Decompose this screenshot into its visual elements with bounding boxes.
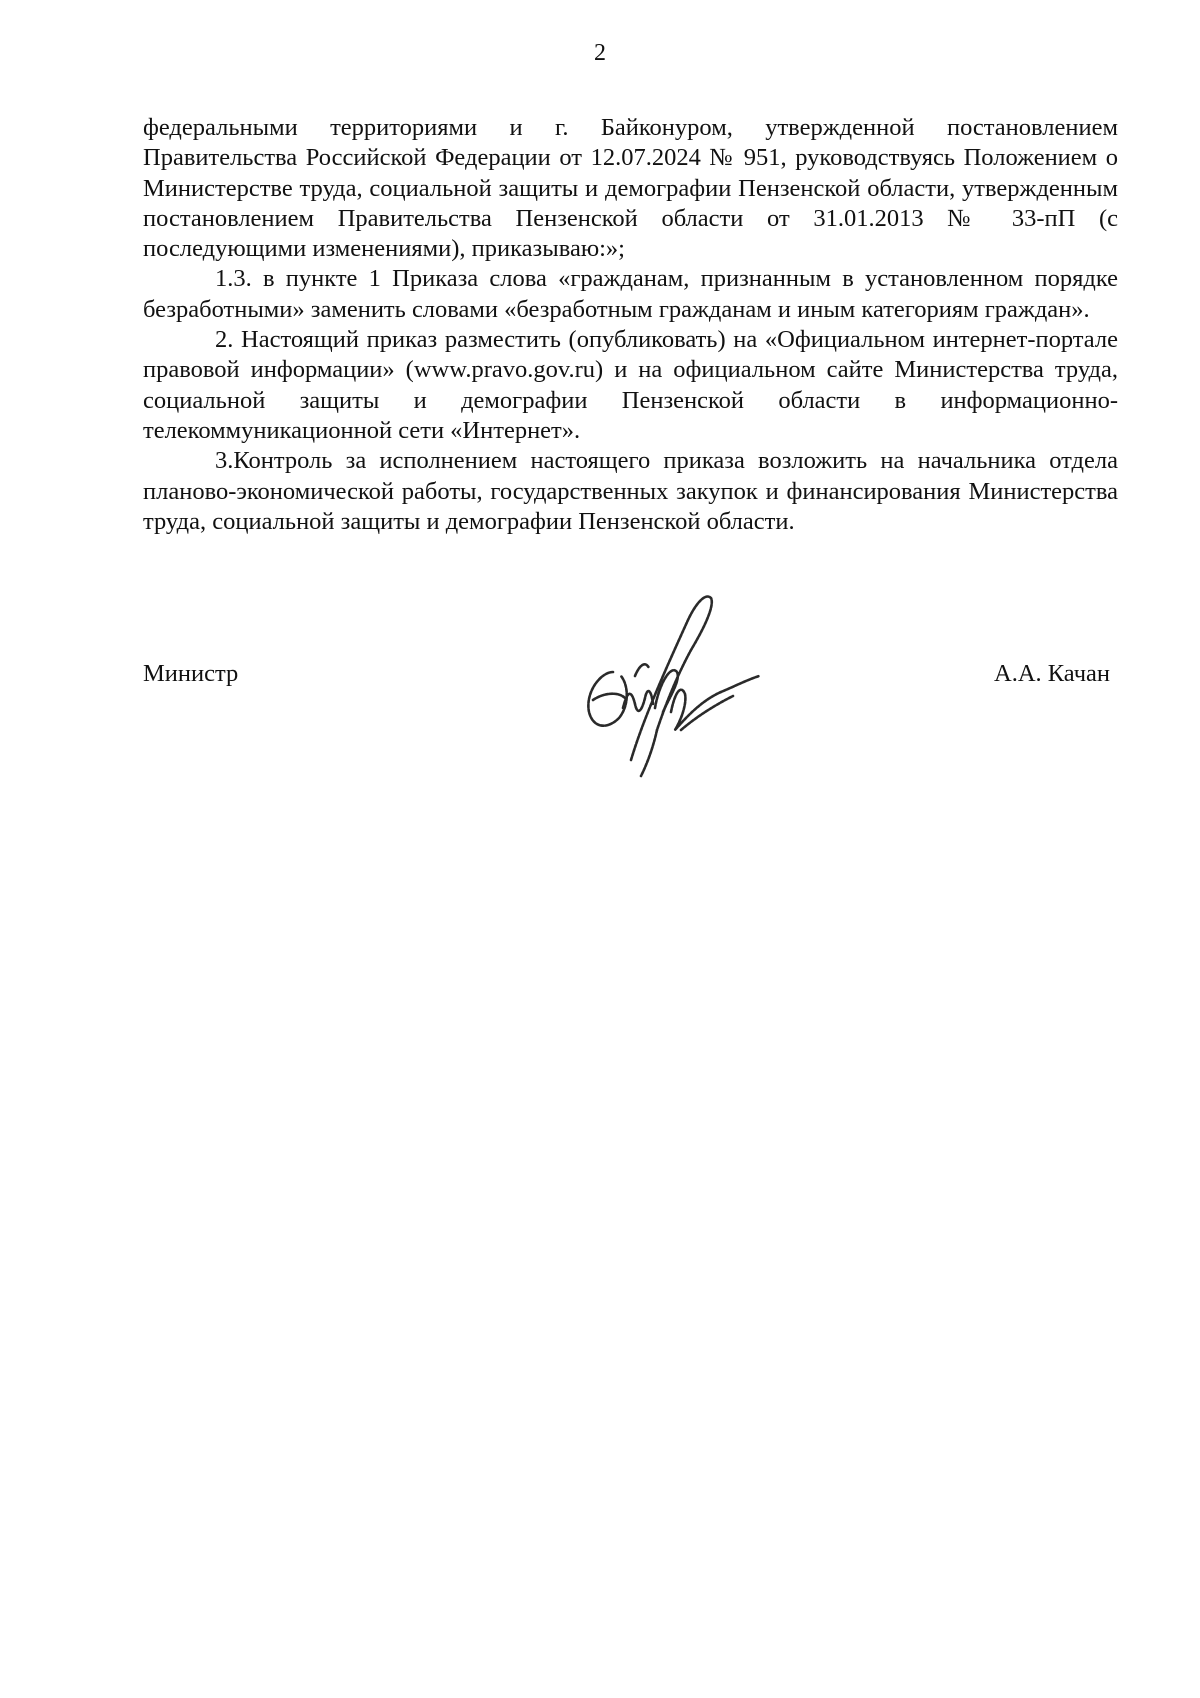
- handwritten-signature-icon: [563, 580, 778, 795]
- signature-block: [143, 580, 1118, 800]
- paragraph-item-3: 3.Контроль за исполнением настоящего приказа возложить на начальника отдела планово-экономической работы, государственных закупок и финансирования Министерства труда, социальной защиты и демографии Пензенской области.: [143, 447, 1118, 535]
- paragraph-item-1-3: 1.3. в пункте 1 Приказа слова «гражданам, признанным в установленном порядке безработными» заменить словами «безработным гражданам и иным категориям граждан».: [143, 265, 1118, 323]
- signer-position: Министр: [143, 660, 239, 687]
- page-number: 2: [594, 40, 606, 66]
- signer-name: А.А. Качан: [994, 660, 1110, 687]
- paragraph-continuation: федеральными территориями и г. Байконуром, утвержденной постановлением Правительства Российской Федерации от 12.07.2024 № 951, руководствуясь Положением о Министерстве труда, социальной защиты и демографии Пензенской области, утвержденным постановлением Правительства Пензенской области от 31.01.2013 № 33-пП (с последующими изменениями), приказываю:»;: [143, 114, 1118, 263]
- document-body: [143, 113, 1118, 537]
- paragraph-item-2: 2. Настоящий приказ разместить (опубликовать) на «Официальном интернет-портале правовой информации» (www.pravo.gov.ru) и на официальном сайте Министерства труда, социальной защиты и демографии Пензенской области в информационно-телекоммуникационной сети «Интернет».: [143, 326, 1118, 444]
